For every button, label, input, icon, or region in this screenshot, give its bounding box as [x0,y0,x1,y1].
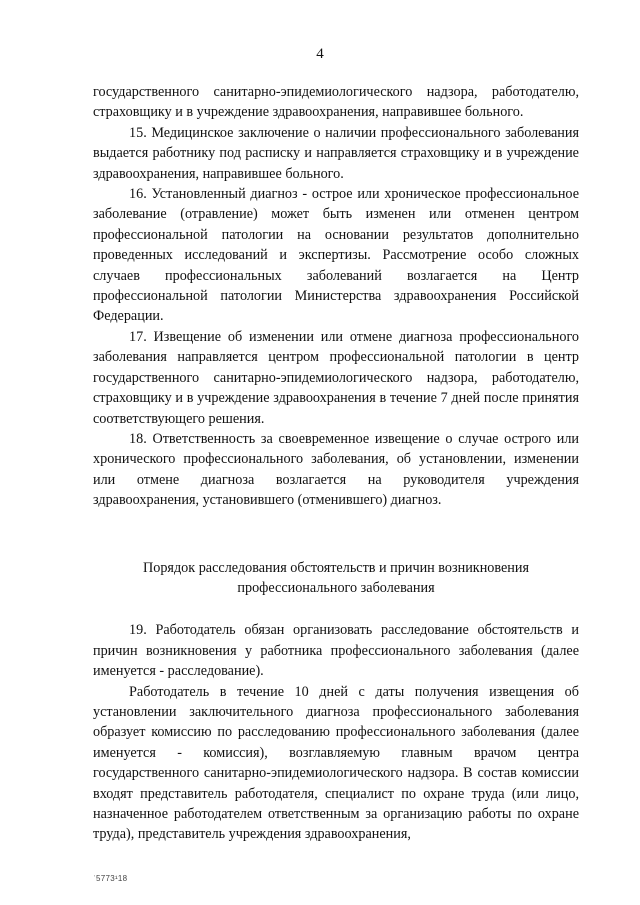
paragraph-16: 16. Установленный диагноз - острое или хроническое профессиональное заболевание (отравление) может быть изменен или отменен центром профессиональной патологии на основании результатов дополнительно проведенных исследований и экспертизы. Рассмотрение особо сложных случаев профессиональных заболеваний возлагается на Центр профессиональной патологии Министерства здравоохранения Российской Федерации. [93,186,579,325]
paragraph-17: 17. Извещение об изменении или отмене диагноза профессионального заболевания направляется центром профессиональной патологии в центр государственного санитарно-эпидемиологического надзора, работодателю, страховщику и в учреждение здравоохранения в течение 7 дней после принятия соответствующего решения. [93,328,579,427]
paragraph-15: 15. Медицинское заключение о наличии профессионального заболевания выдается работнику под расписку и направляется страховщику и в учреждение здравоохранения, направившее больного. [93,124,579,182]
paragraph-18: 18. Ответственность за своевременное извещение о случае острого или хронического профессионального заболевания, об установлении, изменении или отмене диагноза возлагается на руководителя учреждения здравоохранения, установившего (отменившего) диагноз. [93,430,579,509]
section-heading-line1: Порядок расследования обстоятельств и причин возникновения [143,559,529,576]
section-heading-line2: профессионального заболевания [237,579,435,596]
footer-code: ʿ5773¹18 [93,874,128,883]
page-number: 4 [316,46,324,62]
paragraph-continuation: государственного санитарно-эпидемиологического надзора, работодателю, страховщику и в учреждение здравоохранения, направившее больного. [93,84,579,121]
paragraph-19: 19. Работодатель обязан организовать расследование обстоятельств и причин возникновения у работника профессионального заболевания (далее именуется - расследование). [93,622,579,680]
document-body [93,82,579,845]
section-heading [93,558,579,599]
paragraph-commission: Работодатель в течение 10 дней с даты получения извещения об установлении заключительного диагноза профессионального заболевания образует комиссию по расследованию профессионального заболевания (далее именуется - комиссия), возглавляемую главным врачом центра государственного санитарно-эпидемиологического надзора. В состав комиссии входят представитель работодателя, специалист по охране труда (или лицо, назначенное работодателем ответственным за организацию работы по охране труда), представитель учреждения здравоохранения, [93,683,579,843]
